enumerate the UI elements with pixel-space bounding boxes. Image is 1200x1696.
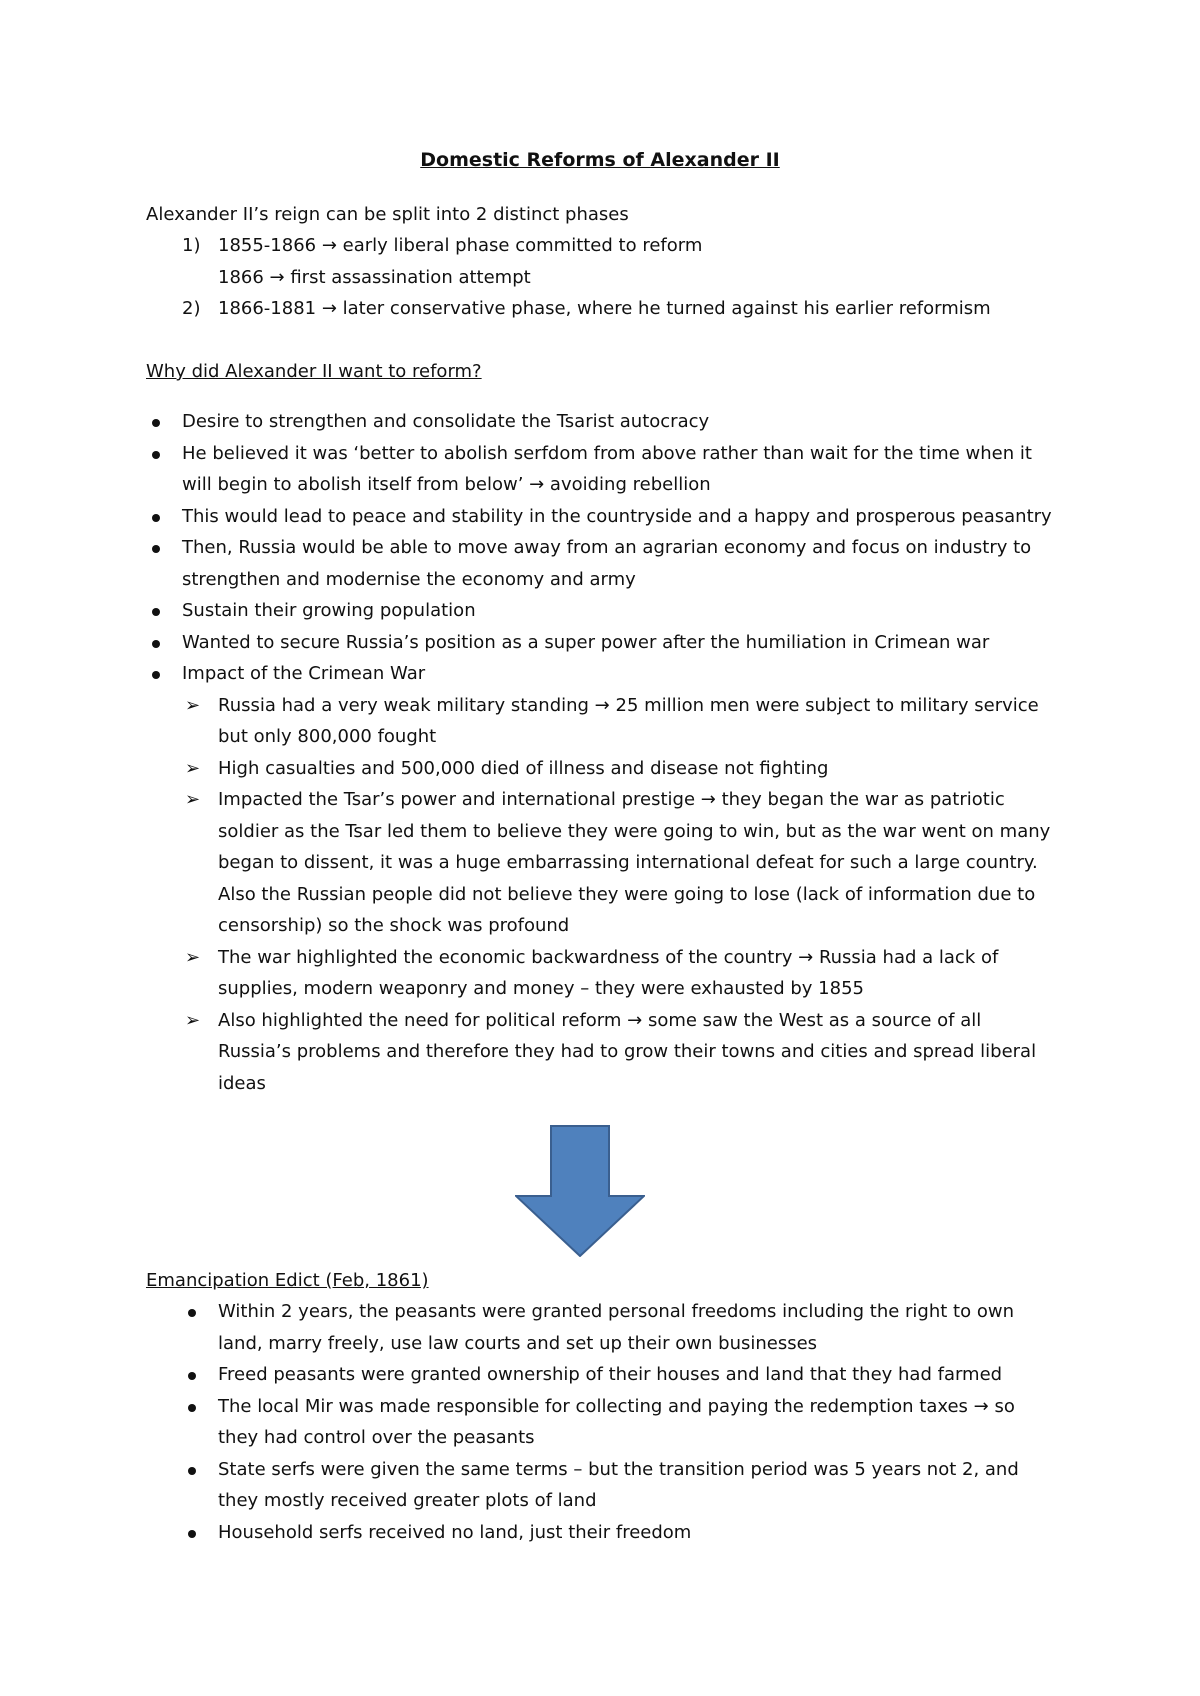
phase-item: 1866-1881 → later conservative phase, where he turned against his earlier reformism [218,298,991,319]
bullet-icon [188,1454,196,1486]
arrow-bullet-icon: ➢ [185,946,201,968]
edict-bullet-text: Household serfs received no land, just their freedom [218,1521,692,1543]
bullet-icon [152,627,160,659]
crimean-sub-bullet-text: soldier as the Tsar led them to believe they were going to win, but as the war went on many [218,820,1051,842]
edict-bullet-text: they mostly received greater plots of land [218,1490,597,1511]
crimean-sub-bullet-text: Impacted the Tsar’s power and international prestige → they began the war as patriotic [218,789,1005,810]
section-heading-edict: Emancipation Edict (Feb, 1861) [146,1270,429,1291]
crimean-sub-bullet-text: Russia’s problems and therefore they had to grow their towns and cities and spread liberal [218,1041,1037,1062]
bullet-icon [152,501,160,533]
bullet-icon [152,532,160,564]
edict-bullet-text: land, marry freely, use law courts and set up their own businesses [218,1332,818,1354]
why-bullet-text: Sustain their growing population [182,600,476,621]
crimean-sub-bullet-text: Also highlighted the need for political reform → some saw the West as a source of all [218,1009,982,1031]
crimean-sub-bullet-text: Russia had a very weak military standing → 25 million men were subject to military service [218,694,1039,716]
why-bullet-text: Then, Russia would be able to move away from an agrarian economy and focus on industry to [182,537,1032,558]
crimean-sub-bullet-text: supplies, modern weaponry and money – they were exhausted by 1855 [218,978,864,999]
edict-bullet-text: Freed peasants were granted ownership of their houses and land that they had farmed [218,1364,1003,1385]
arrow-bullet-icon: ➢ [185,789,201,810]
crimean-sub-bullet-text: ideas [218,1072,266,1094]
arrow-bullet-icon: ➢ [185,694,201,716]
crimean-sub-bullet-text: censorship) so the shock was profound [218,915,570,936]
section-heading-why: Why did Alexander II want to reform? [146,361,482,382]
why-bullet-text: Wanted to secure Russia’s position as a super power after the humiliation in Crimean war [182,631,990,653]
bullet-icon [188,1296,196,1328]
phase-item: 1855-1866 → early liberal phase committed to reform [218,235,703,256]
bullet-icon [188,1391,196,1423]
phase-number: 2) [182,298,201,319]
edict-bullet-text: The local Mir was made responsible for collecting and paying the redemption taxes → so [218,1395,1015,1417]
bullet-icon [152,658,160,690]
why-bullet-text: This would lead to peace and stability in the countryside and a happy and prosperous peasantry [182,505,1052,527]
crimean-sub-bullet-text: Also the Russian people did not believe they were going to lose (lack of information due to [218,883,1036,905]
why-bullet-text: strengthen and modernise the economy and army [182,568,636,590]
why-bullet-text: Desire to strengthen and consolidate the Tsarist autocracy [182,411,710,432]
bullet-icon [152,438,160,470]
crimean-sub-bullet-text: High casualties and 500,000 died of illness and disease not fighting [218,757,829,779]
crimean-sub-bullet-text: The war highlighted the economic backwardness of the country → Russia had a lack of [218,946,999,968]
down-arrow-icon [515,1125,645,1257]
phase-item: 1866 → first assassination attempt [218,266,531,288]
bullet-icon [152,406,160,438]
crimean-sub-bullet-text: but only 800,000 fought [218,726,437,747]
edict-bullet-text: Within 2 years, the peasants were granted personal freedoms including the right to own [218,1301,1014,1322]
why-bullet-text: Impact of the Crimean War [182,663,426,684]
why-bullet-text: He believed it was ‘better to abolish serfdom from above rather than wait for the time when it [182,442,1032,464]
edict-bullet-text: State serfs were given the same terms – but the transition period was 5 years not 2, and [218,1458,1019,1480]
bullet-icon [188,1359,196,1391]
phase-number: 1) [182,235,201,256]
bullet-icon [188,1517,196,1549]
crimean-sub-bullet-text: began to dissent, it was a huge embarrassing international defeat for such a large country. [218,852,1038,873]
arrow-bullet-icon: ➢ [185,757,201,779]
why-bullet-text: will begin to abolish itself from below’ → avoiding rebellion [182,474,711,495]
arrow-bullet-icon: ➢ [185,1009,201,1031]
page-title: Domestic Reforms of Alexander II [420,149,780,171]
intro-text: Alexander II’s reign can be split into 2 distinct phases [146,204,629,225]
bullet-icon [152,595,160,627]
edict-bullet-text: they had control over the peasants [218,1427,535,1448]
